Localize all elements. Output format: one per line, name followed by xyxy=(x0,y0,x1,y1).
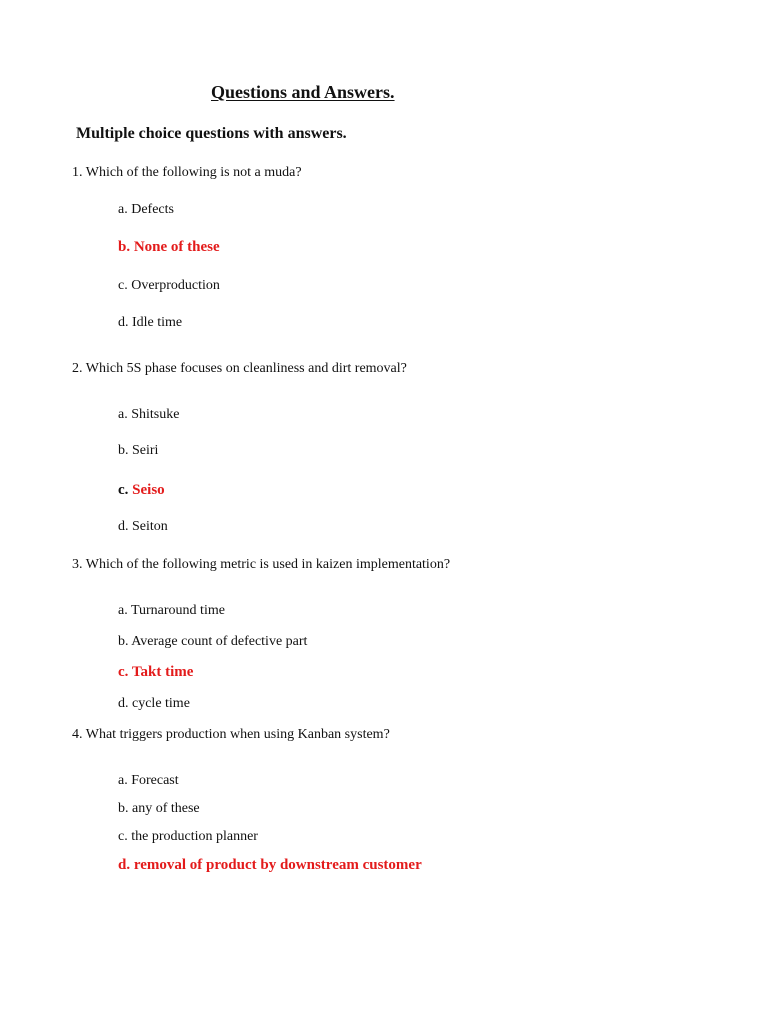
question-3: 3. Which of the following metric is used in kaizen implementation? xyxy=(72,557,451,572)
option-2d: d. Seiton xyxy=(118,519,168,534)
answer-4d: d. removal of product by downstream customer xyxy=(118,857,422,873)
option-1c: c. Overproduction xyxy=(118,278,220,293)
question-1: 1. Which of the following is not a muda? xyxy=(72,165,302,180)
option-2b: b. Seiri xyxy=(118,443,159,458)
option-3b: b. Average count of defective part xyxy=(118,634,308,649)
option-3d: d. cycle time xyxy=(118,696,190,711)
answer-2c-text: Seiso xyxy=(132,482,165,498)
page-title: Questions and Answers. xyxy=(211,82,395,102)
option-1a: a. Defects xyxy=(118,202,174,217)
page-subtitle: Multiple choice questions with answers. xyxy=(76,125,347,142)
option-2a: a. Shitsuke xyxy=(118,407,180,422)
question-2: 2. Which 5S phase focuses on cleanliness and dirt removal? xyxy=(72,361,407,376)
answer-1b: b. None of these xyxy=(118,239,220,255)
question-4: 4. What triggers production when using Kanban system? xyxy=(72,727,390,742)
option-1d: d. Idle time xyxy=(118,315,183,330)
option-3a: a. Turnaround time xyxy=(118,603,225,618)
option-4b: b. any of these xyxy=(118,801,200,816)
answer-2c xyxy=(118,483,165,498)
option-4c: c. the production planner xyxy=(118,829,258,844)
option-4a: a. Forecast xyxy=(118,773,179,788)
answer-2c-prefix: c. xyxy=(118,482,129,498)
answer-3c: c. Takt time xyxy=(118,664,194,680)
